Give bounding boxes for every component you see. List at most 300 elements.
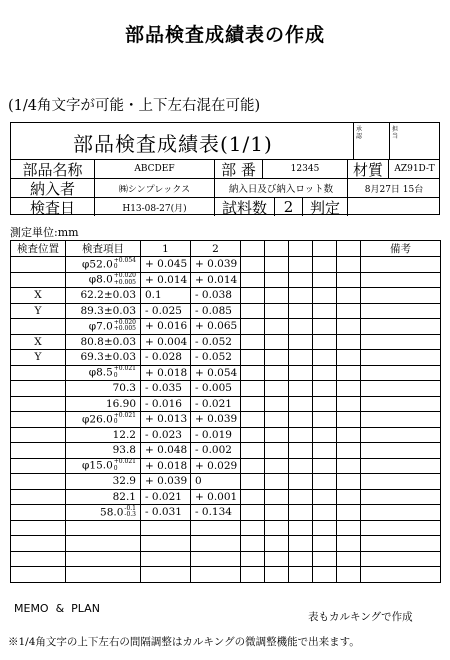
delivery-label: 納入日及び納入ロット数 <box>215 179 348 197</box>
remarks-cell[interactable] <box>361 319 441 335</box>
table-row <box>11 505 441 521</box>
position-cell[interactable] <box>11 551 66 567</box>
position-cell[interactable] <box>11 396 66 412</box>
sample-1-value[interactable]: - 0.031 <box>141 505 191 521</box>
empty-cell[interactable] <box>289 365 313 381</box>
item-cell[interactable] <box>66 288 141 304</box>
item-cell[interactable] <box>66 334 141 350</box>
remarks-cell[interactable] <box>361 551 441 567</box>
position-cell[interactable] <box>11 505 66 521</box>
position-cell[interactable] <box>11 272 66 288</box>
empty-cell[interactable] <box>241 365 265 381</box>
sample-1-value[interactable]: + 0.018 <box>141 458 191 474</box>
empty-cell[interactable] <box>289 272 313 288</box>
item-cell[interactable] <box>66 427 141 443</box>
empty-cell[interactable] <box>313 288 337 304</box>
empty-cell[interactable] <box>241 567 265 583</box>
table-row <box>11 567 441 583</box>
table-header-row <box>11 241 441 257</box>
empty-cell[interactable] <box>337 443 361 459</box>
empty-cell[interactable] <box>241 319 265 335</box>
empty-cell[interactable] <box>265 412 289 428</box>
remarks-cell[interactable] <box>361 536 441 552</box>
empty-cell[interactable] <box>289 303 313 319</box>
empty-cell[interactable] <box>337 551 361 567</box>
empty-cell[interactable] <box>289 520 313 536</box>
tolerance-lower: -0.3 <box>124 511 136 519</box>
item-value: 70.3 <box>112 382 136 395</box>
sample-2-value[interactable]: - 0.085 <box>191 303 241 319</box>
judge-value[interactable] <box>348 198 440 216</box>
empty-cell[interactable] <box>289 334 313 350</box>
empty-cell[interactable] <box>337 474 361 490</box>
empty-cell[interactable] <box>265 427 289 443</box>
part-no-label: 部 番 <box>215 160 263 178</box>
footnote: ※1/4角文字の上下左右の間隔調整はカルキングの微調整機能で出来ます。 <box>8 636 360 648</box>
sample-2-value[interactable]: + 0.001 <box>191 489 241 505</box>
item-cell[interactable] <box>66 350 141 366</box>
empty-cell[interactable] <box>289 474 313 490</box>
sample-2-value[interactable]: - 0.134 <box>191 505 241 521</box>
empty-cell[interactable] <box>241 303 265 319</box>
empty-cell[interactable] <box>313 412 337 428</box>
position-cell[interactable] <box>11 520 66 536</box>
empty-cell[interactable] <box>337 381 361 397</box>
empty-cell[interactable] <box>265 350 289 366</box>
remarks-cell[interactable] <box>361 567 441 583</box>
table-row <box>11 288 441 304</box>
empty-cell[interactable] <box>313 319 337 335</box>
table-row <box>11 536 441 552</box>
table-row <box>11 319 441 335</box>
item-cell[interactable] <box>66 272 141 288</box>
empty-cell[interactable] <box>265 505 289 521</box>
position-cell[interactable] <box>11 567 66 583</box>
sample-1-value[interactable]: - 0.035 <box>141 381 191 397</box>
item-cell[interactable] <box>66 443 141 459</box>
table-row <box>11 489 441 505</box>
empty-cell[interactable] <box>313 489 337 505</box>
header-remarks: 備考 <box>361 241 441 257</box>
position-cell[interactable] <box>11 319 66 335</box>
empty-cell[interactable] <box>313 443 337 459</box>
position-cell[interactable] <box>11 365 66 381</box>
empty-cell[interactable] <box>265 319 289 335</box>
empty-cell[interactable] <box>313 303 337 319</box>
empty-cell[interactable] <box>289 427 313 443</box>
empty-cell[interactable] <box>265 288 289 304</box>
charge-stamp-label: 担当 <box>392 126 399 140</box>
empty-cell[interactable] <box>265 443 289 459</box>
item-cell[interactable] <box>66 365 141 381</box>
item-value: 93.8 <box>112 444 136 457</box>
remarks-cell[interactable] <box>361 505 441 521</box>
report-header <box>10 122 440 215</box>
sample-1-value[interactable]: + 0.016 <box>141 319 191 335</box>
position-cell[interactable] <box>11 427 66 443</box>
position-cell[interactable]: X <box>11 288 66 304</box>
empty-cell[interactable] <box>241 412 265 428</box>
table-row <box>11 257 441 273</box>
remarks-cell[interactable] <box>361 303 441 319</box>
tolerance-lower: +0.005 <box>113 278 136 286</box>
empty-cell[interactable] <box>265 474 289 490</box>
empty-cell[interactable] <box>337 412 361 428</box>
sample-1-value[interactable] <box>141 551 191 567</box>
item-value: φ7.0 <box>88 320 113 333</box>
empty-cell[interactable] <box>337 257 361 273</box>
item-value: 16.90 <box>105 397 136 410</box>
sample-2-value[interactable]: + 0.039 <box>191 257 241 273</box>
tolerance <box>114 320 136 333</box>
sample-2-value[interactable]: 0 <box>191 474 241 490</box>
material-value[interactable]: AZ91D-T <box>394 164 435 174</box>
empty-cell[interactable] <box>241 257 265 273</box>
part-name-value[interactable]: ABCDEF <box>95 160 215 178</box>
samples-value[interactable]: 2 <box>275 198 303 216</box>
empty-cell[interactable] <box>313 427 337 443</box>
sample-1-value[interactable] <box>141 567 191 583</box>
empty-cell[interactable] <box>337 427 361 443</box>
delivery-value[interactable]: 8月27日 15台 <box>364 184 424 195</box>
item-cell[interactable] <box>66 319 141 335</box>
part-name-label: 部品名称 <box>11 160 95 178</box>
position-cell[interactable] <box>11 458 66 474</box>
remarks-cell[interactable] <box>361 412 441 428</box>
table-row <box>11 474 441 490</box>
header-position: 検査位置 <box>11 241 66 257</box>
empty-cell[interactable] <box>337 505 361 521</box>
empty-cell[interactable] <box>265 458 289 474</box>
sample-1-value[interactable]: + 0.014 <box>141 272 191 288</box>
empty-cell[interactable] <box>265 551 289 567</box>
remarks-cell[interactable] <box>361 489 441 505</box>
remarks-cell[interactable] <box>361 257 441 273</box>
item-value: 58.0 <box>100 506 124 519</box>
empty-cell[interactable] <box>241 443 265 459</box>
table-row <box>11 350 441 366</box>
item-value: φ52.0 <box>82 258 113 271</box>
table-row <box>11 427 441 443</box>
item-cell[interactable] <box>66 396 141 412</box>
position-cell[interactable]: Y <box>11 303 66 319</box>
empty-cell[interactable] <box>337 458 361 474</box>
sample-1-value[interactable]: + 0.004 <box>141 334 191 350</box>
item-cell[interactable] <box>66 536 141 552</box>
empty-cell[interactable] <box>313 381 337 397</box>
empty-cell[interactable] <box>289 257 313 273</box>
tolerance-upper: +0.054 <box>113 256 136 264</box>
empty-cell[interactable] <box>289 567 313 583</box>
sample-2-value[interactable] <box>191 551 241 567</box>
empty-cell[interactable] <box>289 288 313 304</box>
item-value: 89.3±0.03 <box>80 304 136 317</box>
measurement-table <box>10 240 441 583</box>
remarks-cell[interactable] <box>361 365 441 381</box>
charge-stamp-box[interactable] <box>389 123 441 159</box>
empty-cell[interactable] <box>313 505 337 521</box>
empty-cell[interactable] <box>313 396 337 412</box>
item-cell[interactable] <box>66 412 141 428</box>
empty-cell[interactable] <box>313 458 337 474</box>
item-value: 80.8±0.03 <box>80 335 136 348</box>
empty-cell[interactable] <box>337 288 361 304</box>
approval-stamp-box[interactable] <box>353 123 390 159</box>
empty-cell[interactable] <box>265 303 289 319</box>
material-label: 材質 <box>348 160 389 178</box>
tolerance <box>114 459 136 472</box>
part-no-value[interactable]: 12345 <box>263 160 348 178</box>
empty-cell[interactable] <box>313 334 337 350</box>
table-row <box>11 412 441 428</box>
item-value: 12.2 <box>112 428 136 441</box>
empty-cell[interactable] <box>241 474 265 490</box>
tolerance-upper: -0.1 <box>124 504 136 512</box>
remarks-cell[interactable] <box>361 288 441 304</box>
inspect-date-label: 検査日 <box>11 198 95 216</box>
remarks-cell[interactable] <box>361 427 441 443</box>
empty-cell[interactable] <box>289 412 313 428</box>
empty-cell[interactable] <box>265 365 289 381</box>
sample-1-value[interactable]: + 0.048 <box>141 443 191 459</box>
sample-1-value[interactable]: - 0.023 <box>141 427 191 443</box>
sample-2-value[interactable]: - 0.005 <box>191 381 241 397</box>
item-cell[interactable] <box>66 520 141 536</box>
sample-2-value[interactable] <box>191 567 241 583</box>
remarks-cell[interactable] <box>361 520 441 536</box>
inspect-date-value[interactable]: H13-08-27(月) <box>95 198 215 216</box>
sample-1-value[interactable] <box>141 520 191 536</box>
sample-2-value[interactable] <box>191 520 241 536</box>
position-cell[interactable]: X <box>11 334 66 350</box>
sample-1-value[interactable]: + 0.013 <box>141 412 191 428</box>
empty-cell[interactable] <box>241 458 265 474</box>
sample-1-value[interactable]: - 0.028 <box>141 350 191 366</box>
empty-cell[interactable] <box>289 396 313 412</box>
remarks-cell[interactable] <box>361 272 441 288</box>
empty-cell[interactable] <box>313 257 337 273</box>
table-row <box>11 551 441 567</box>
empty-cell[interactable] <box>289 350 313 366</box>
empty-cell[interactable] <box>241 427 265 443</box>
empty-cell[interactable] <box>241 381 265 397</box>
tolerance <box>114 413 136 426</box>
empty-cell[interactable] <box>337 303 361 319</box>
empty-cell[interactable] <box>313 474 337 490</box>
empty-cell[interactable] <box>241 489 265 505</box>
empty-cell[interactable] <box>289 381 313 397</box>
sample-1-value[interactable]: - 0.016 <box>141 396 191 412</box>
empty-cell[interactable] <box>337 489 361 505</box>
table-row <box>11 272 441 288</box>
header-empty <box>337 241 361 257</box>
empty-cell[interactable] <box>241 272 265 288</box>
empty-cell[interactable] <box>337 350 361 366</box>
sample-1-value[interactable]: + 0.039 <box>141 474 191 490</box>
empty-cell[interactable] <box>241 505 265 521</box>
empty-cell[interactable] <box>313 272 337 288</box>
item-value: φ15.0 <box>82 459 113 472</box>
empty-cell[interactable] <box>265 396 289 412</box>
item-cell[interactable] <box>66 458 141 474</box>
empty-cell[interactable] <box>289 319 313 335</box>
empty-cell[interactable] <box>313 551 337 567</box>
table-row <box>11 396 441 412</box>
empty-cell[interactable] <box>265 272 289 288</box>
empty-cell[interactable] <box>265 520 289 536</box>
empty-cell[interactable] <box>241 536 265 552</box>
header-item: 検査項目 <box>66 241 141 257</box>
item-cell[interactable] <box>66 257 141 273</box>
sample-1-value[interactable]: - 0.021 <box>141 489 191 505</box>
sample-2-value[interactable]: + 0.014 <box>191 272 241 288</box>
table-row <box>11 458 441 474</box>
empty-cell[interactable] <box>241 334 265 350</box>
subtitle: (1/4角文字が可能・上下左右混在可能) <box>8 98 261 114</box>
sample-1-value[interactable]: + 0.045 <box>141 257 191 273</box>
sample-2-value[interactable]: + 0.039 <box>191 412 241 428</box>
item-cell[interactable] <box>66 505 141 521</box>
remarks-cell[interactable] <box>361 458 441 474</box>
supplier-value[interactable]: ㈱シンプレックス <box>95 179 215 197</box>
remarks-cell[interactable] <box>361 443 441 459</box>
empty-cell[interactable] <box>289 536 313 552</box>
empty-cell[interactable] <box>289 551 313 567</box>
sample-2-value[interactable]: - 0.019 <box>191 427 241 443</box>
position-cell[interactable] <box>11 381 66 397</box>
item-value: φ8.5 <box>88 366 113 379</box>
position-cell[interactable] <box>11 257 66 273</box>
empty-cell[interactable] <box>241 520 265 536</box>
item-value: 32.9 <box>112 475 136 488</box>
sample-2-value[interactable]: + 0.029 <box>191 458 241 474</box>
table-row <box>11 303 441 319</box>
empty-cell[interactable] <box>265 334 289 350</box>
item-cell[interactable] <box>66 303 141 319</box>
position-cell[interactable]: Y <box>11 350 66 366</box>
position-cell[interactable] <box>11 536 66 552</box>
empty-cell[interactable] <box>313 567 337 583</box>
empty-cell[interactable] <box>265 257 289 273</box>
remarks-cell[interactable] <box>361 474 441 490</box>
table-row <box>11 334 441 350</box>
empty-cell[interactable] <box>289 458 313 474</box>
table-row <box>11 365 441 381</box>
empty-cell[interactable] <box>241 396 265 412</box>
header-sample-2: 2 <box>191 241 241 257</box>
item-value: 62.2±0.03 <box>80 289 136 302</box>
tolerance-lower: 0 <box>113 464 118 472</box>
remarks-cell[interactable] <box>361 381 441 397</box>
empty-cell[interactable] <box>241 288 265 304</box>
empty-cell[interactable] <box>337 319 361 335</box>
header-empty <box>241 241 265 257</box>
item-cell[interactable] <box>66 567 141 583</box>
sample-1-value[interactable]: - 0.025 <box>141 303 191 319</box>
empty-cell[interactable] <box>313 365 337 381</box>
header-row-part <box>11 160 439 179</box>
item-cell[interactable] <box>66 381 141 397</box>
samples-label: 試料数 <box>215 198 275 216</box>
empty-cell[interactable] <box>241 551 265 567</box>
empty-cell[interactable] <box>337 396 361 412</box>
sample-1-value[interactable]: 0.1 <box>141 288 191 304</box>
sample-2-value[interactable]: + 0.065 <box>191 319 241 335</box>
empty-cell[interactable] <box>265 489 289 505</box>
item-cell[interactable] <box>66 551 141 567</box>
document-title: 部品検査成績表(1/1) <box>73 132 273 156</box>
sample-2-value[interactable]: - 0.052 <box>191 334 241 350</box>
empty-cell[interactable] <box>337 520 361 536</box>
memo-plan: MEMO & PLAN <box>14 602 100 615</box>
position-cell[interactable] <box>11 412 66 428</box>
empty-cell[interactable] <box>337 272 361 288</box>
empty-cell[interactable] <box>289 443 313 459</box>
sample-2-value[interactable]: + 0.054 <box>191 365 241 381</box>
table-row <box>11 520 441 536</box>
item-value: φ26.0 <box>82 413 113 426</box>
empty-cell[interactable] <box>265 381 289 397</box>
empty-cell[interactable] <box>289 489 313 505</box>
sample-1-value[interactable] <box>141 536 191 552</box>
sample-2-value[interactable]: - 0.002 <box>191 443 241 459</box>
item-cell[interactable] <box>66 474 141 490</box>
header-title-row <box>11 123 439 160</box>
header-sample-1: 1 <box>141 241 191 257</box>
item-value: φ8.0 <box>88 273 113 286</box>
table-row <box>11 381 441 397</box>
position-cell[interactable] <box>11 474 66 490</box>
empty-cell[interactable] <box>265 567 289 583</box>
tolerance <box>114 273 136 286</box>
tolerance-upper: +0.021 <box>113 365 136 373</box>
sample-2-value[interactable] <box>191 536 241 552</box>
item-cell[interactable] <box>66 489 141 505</box>
sample-2-value[interactable]: - 0.038 <box>191 288 241 304</box>
tolerance <box>114 258 136 271</box>
empty-cell[interactable] <box>337 536 361 552</box>
empty-cell[interactable] <box>289 505 313 521</box>
tolerance-lower: 0 <box>113 371 118 379</box>
sample-2-value[interactable]: - 0.052 <box>191 350 241 366</box>
tolerance-upper: +0.021 <box>113 411 136 419</box>
tolerance-upper: +0.020 <box>113 318 136 326</box>
empty-cell[interactable] <box>241 350 265 366</box>
empty-cell[interactable] <box>313 350 337 366</box>
position-cell[interactable] <box>11 443 66 459</box>
remarks-cell[interactable] <box>361 334 441 350</box>
remarks-cell[interactable] <box>361 396 441 412</box>
empty-cell[interactable] <box>337 567 361 583</box>
judge-label: 判定 <box>303 198 348 216</box>
tolerance-lower: 0 <box>113 263 118 271</box>
sample-1-value[interactable]: + 0.018 <box>141 365 191 381</box>
note-right: 表もカルキングで作成 <box>308 611 413 623</box>
position-cell[interactable] <box>11 489 66 505</box>
empty-cell[interactable] <box>337 334 361 350</box>
header-row-inspection <box>11 198 439 216</box>
measurement-unit: 測定単位:mm <box>10 226 79 239</box>
empty-cell[interactable] <box>337 365 361 381</box>
tolerance-upper: +0.020 <box>113 272 136 280</box>
sample-2-value[interactable]: - 0.021 <box>191 396 241 412</box>
approval-stamp-label: 承認 <box>356 126 363 140</box>
tolerance-lower: +0.005 <box>113 325 136 333</box>
empty-cell[interactable] <box>265 536 289 552</box>
remarks-cell[interactable] <box>361 350 441 366</box>
empty-cell[interactable] <box>313 520 337 536</box>
empty-cell[interactable] <box>313 536 337 552</box>
